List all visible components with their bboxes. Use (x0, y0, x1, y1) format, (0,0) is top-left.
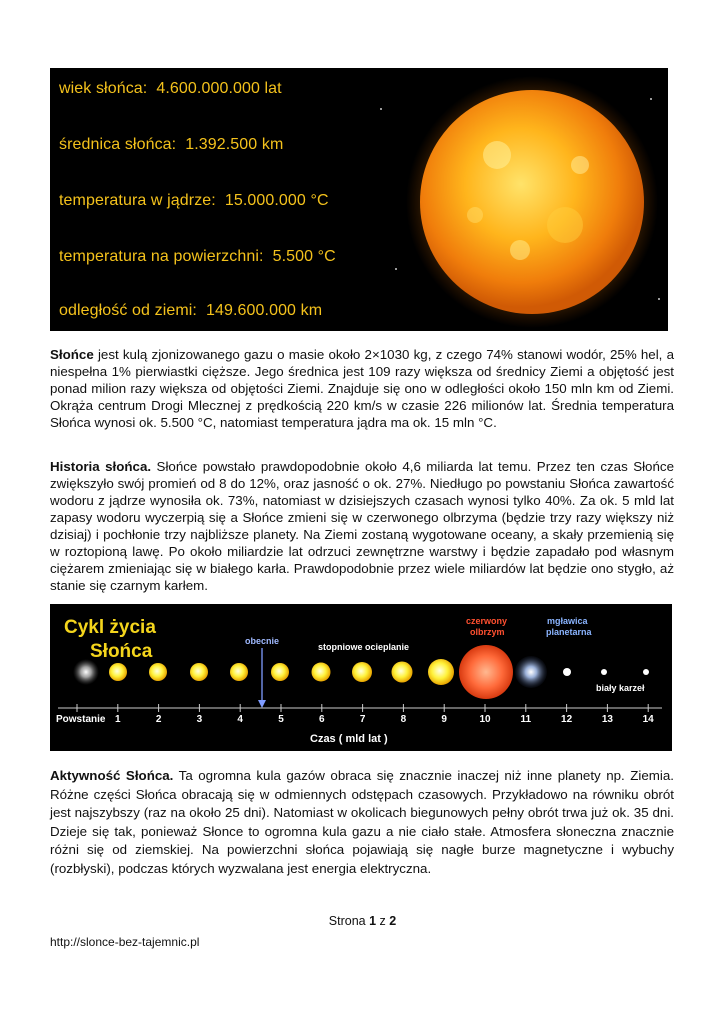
fact-label: temperatura na powierzchni: (59, 248, 264, 265)
timeline-tick-label: 12 (561, 714, 573, 725)
intro-text: jest kulą zjonizowanego gazu o masie około 2×1030 kg, z czego 74% stanowi wodór, 25% hel, a niespełna 1% pierwiastki cięższe. Jego średnica jest 109 razy większa od średnicy Ziemi a objętość jest ponad milion razy większa od objętości Ziemi. Znajduje się ono w odległości około 150 mln km od Ziemi. Okrąża centrum Drogi Mlecznej z prędkością 220 km/s w czasie 226 milionów lat. Średnia temperatura Słońca wynosi ok. 5.500 °C, natomiast temperatura jądra ma ok. 15 mln °C. (50, 347, 674, 430)
activity-heading: Aktywność Słońca. (50, 768, 174, 783)
timeline-tick-label: 9 (441, 714, 447, 725)
fact-value: 5.500 °C (272, 248, 336, 265)
sun-life-cycle-diagram (50, 604, 672, 751)
timeline-tick-label: 7 (359, 714, 366, 725)
timeline-tick-label: 1 (115, 714, 121, 725)
fact-label: wiek słońca: (59, 80, 148, 97)
sun-stage (352, 662, 372, 682)
page-current: 1 (369, 914, 377, 928)
timeline-tick-label: 8 (400, 714, 407, 725)
fact-surface-temperature (59, 248, 336, 266)
red-giant-label-line2: olbrzym (470, 627, 505, 637)
footer-url: http://slonce-bez-tajemnic.pl (50, 935, 200, 949)
fact-label: średnica słońca: (59, 136, 177, 153)
nebula-label-line1: mgławica (547, 616, 588, 626)
fact-value: 149.600.000 km (205, 302, 323, 319)
intro-paragraph (50, 346, 674, 431)
star (380, 108, 382, 110)
history-heading: Historia słońca. (50, 459, 152, 474)
cycle-title-line2: Słońca (90, 641, 153, 662)
history-text: Słońce powstało prawdopodobnie około 4,6 miliarda lat temu. Przez ten czas Słońce zwiększyło swój promień od 8 do 12%, oraz jasność o ok. 27%. Niedługo po powstaniu Słońca zawartość wodoru z jądrze wynosiła ok. 73%, natomiast w dzisiejszych czasach wynosi tylko 40%. Za ok. 5 mld lat zapasy wodoru wyczerpią się a Słońce zmieni się w czerwonego olbrzyma (będzie trzy razy większy niż dzisiaj) i pochłonie trzy najbliższe planety. Na Ziemi zostaną wygotowane oceany, a skały przemienią się w roztopioną lawę. Po około miliardzie lat odrzuci zewnętrzne warstwy i będzie zapadało pod własnym ciężarem zmieniając się w białego karła. Prawdopodobnie przez wiele miliardów lat będzie ono stygło, aż stanie się czarnym karłem. (50, 459, 674, 593)
page-total: 2 (389, 914, 397, 928)
fact-value: 1.392.500 km (185, 136, 284, 153)
nebula-label-line2: planetarna (546, 627, 592, 637)
white-dwarf (563, 668, 571, 676)
white-dwarf (601, 669, 607, 675)
now-label: obecnie (245, 636, 280, 646)
fact-label: temperatura w jądrze: (59, 192, 216, 209)
activity-text: Ta ogromna kula gazów obraca się znacznie inaczej niż inne planety np. Ziemia. Różne części Słońca obracają się w odmiennych odstępach czasowych. Przykładowo na równiku obrót jest najszybszy (raz na około 25 dni). Natomiast w okolicach biegunowych pełny obrót trwa już ok. 35 dni. Dzieje się tak, ponieważ Słonce to ogromna kula gazu a nie ciało stałe. Atmosfera słoneczna znacznie różni się od ziemskiej. Na powierzchni słońca pojawiają się nagłe burze magnetyczne i wybuchy (rozbłyski), podczas których wyzwalana jest energia elektryczna. (50, 768, 674, 876)
page-separator: z (379, 914, 386, 928)
warming-label: stopniowe ocieplanie (318, 642, 410, 652)
sun-stage (230, 663, 248, 681)
timeline-tick-label: 10 (479, 714, 491, 725)
planetary-nebula (515, 656, 547, 688)
timeline-tick-label: 4 (237, 714, 243, 725)
protostar (73, 659, 99, 685)
timeline-tick-label: 11 (520, 714, 532, 725)
intro-term: Słońce (50, 347, 94, 362)
sun-stage (109, 663, 127, 681)
sun-stage (271, 663, 289, 681)
fact-label: odległość od ziemi: (59, 302, 197, 319)
activity-paragraph (50, 767, 674, 878)
timeline-tick-label: 2 (155, 714, 162, 725)
fact-diameter (59, 136, 283, 154)
timeline-tick-label: 5 (278, 714, 284, 725)
sun-stage (392, 662, 413, 683)
fact-distance (59, 302, 322, 320)
timeline-tick-labels (115, 714, 654, 725)
sun-stage (149, 663, 167, 681)
star (395, 268, 397, 270)
fact-value: 15.000.000 °C (224, 192, 329, 209)
start-label: Powstanie (56, 714, 106, 725)
fact-core-temperature (59, 192, 329, 210)
red-giant-label-line1: czerwony (466, 616, 508, 626)
sun-stage (312, 663, 331, 682)
white-dwarf (643, 669, 649, 675)
fact-age (59, 80, 282, 98)
fact-value: 4.600.000.000 lat (156, 80, 282, 97)
now-arrow-head (258, 700, 266, 708)
page-word: Strona (328, 914, 366, 928)
axis-label: Czas ( mld lat ) (310, 733, 388, 745)
cycle-title-line1: Cykl życia (64, 617, 156, 638)
timeline-tick-label: 3 (196, 714, 203, 725)
sun-facts-banner (50, 68, 668, 331)
sun-image (405, 75, 660, 330)
sun-stage-warming (428, 659, 454, 685)
page-number (0, 914, 725, 928)
sun-stage (190, 663, 208, 681)
timeline-tick-label: 14 (642, 714, 654, 725)
history-paragraph (50, 458, 674, 594)
timeline-tick-label: 6 (319, 714, 325, 725)
white-dwarf-label: biały karzeł (596, 683, 645, 693)
red-giant (459, 645, 513, 699)
timeline-tick-label: 13 (601, 714, 613, 725)
